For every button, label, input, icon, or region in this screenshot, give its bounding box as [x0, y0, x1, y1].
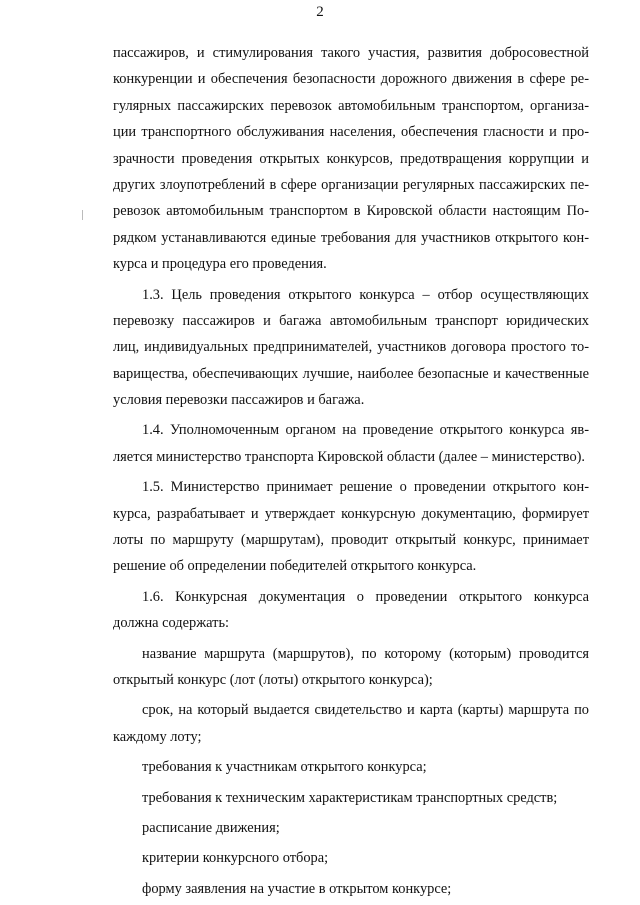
list-item-selection-criteria: [113, 845, 589, 871]
text-line: каждому лоту;: [113, 728, 202, 745]
text-line: 1.3. Цель проведения открытого конкурса – отбор осуществляющих: [142, 286, 589, 303]
page-number: 2: [316, 4, 324, 20]
text-line: 1.4. Уполномоченным органом на проведение открытого конкурса яв-: [142, 422, 589, 439]
document-body: [113, 40, 589, 902]
text-line: условия перевозки пассажиров и багажа.: [113, 392, 365, 409]
text-line: название маршрута (маршрутов), по которому (которым) проводится: [142, 645, 589, 662]
paragraph-1-2-continuation: [113, 40, 589, 278]
text-line: лоты по маршруту (маршрутам), проводит открытый конкурс, принимает: [113, 532, 589, 549]
list-item-application-form: [113, 876, 589, 902]
list-item-participant-requirements: [113, 754, 589, 780]
text-line: критерии конкурсного отбора;: [142, 850, 329, 867]
text-line: 1.6. Конкурсная документация о проведении открытого конкурса: [142, 588, 589, 605]
text-line: срок, на который выдается свидетельство и карта (карты) маршрута по: [142, 702, 589, 719]
text-line: курса и процедура его проведения.: [113, 256, 327, 273]
list-item-route-name: [113, 641, 589, 694]
text-line: должна содержать:: [113, 615, 230, 632]
paragraph-1-5: [113, 474, 589, 580]
text-line: гулярных пассажирских перевозок автомобильным транспортом, организа-: [113, 97, 589, 114]
text-line: открытый конкурс (лот (лоты) открытого конкурса);: [113, 671, 433, 688]
paragraph-1-4: [113, 417, 589, 470]
text-line: лиц, индивидуальных предпринимателей, участников договора простого то-: [113, 339, 589, 356]
text-line: форму заявления на участие в открытом конкурсе;: [142, 880, 452, 897]
text-line: ревозок автомобильным транспортом в Кировской области настоящим По-: [113, 203, 589, 220]
text-line: конкуренции и обеспечения безопасности дорожного движения в сфере ре-: [113, 71, 589, 88]
text-line: требования к участникам открытого конкурса;: [142, 759, 427, 776]
scan-mark: [82, 210, 83, 220]
text-line: 1.5. Министерство принимает решение о проведении открытого кон-: [142, 479, 589, 496]
text-line: ляется министерство транспорта Кировской области (далее – министерство).: [113, 448, 586, 465]
text-line: других злоупотреблений в сфере организации регулярных пассажирских пе-: [113, 176, 589, 193]
text-line: ции транспортного обслуживания населения, обеспечения гласности и про-: [113, 124, 589, 141]
list-item-schedule: [113, 815, 589, 841]
list-item-term: [113, 697, 589, 750]
text-line: требования к техническим характеристикам транспортных средств;: [142, 789, 558, 806]
list-item-vehicle-requirements: [113, 785, 589, 811]
text-line: варищества, обеспечивающих лучшие, наиболее безопасные и качественные: [113, 365, 589, 382]
text-line: рядком устанавливаются единые требования для участников открытого кон-: [113, 229, 589, 246]
text-line: перевозку пассажиров и багажа автомобильным транспорт юридических: [113, 312, 589, 329]
text-line: пассажиров, и стимулирования такого участия, развития добросовестной: [113, 45, 589, 61]
paragraph-1-6: [113, 584, 589, 637]
text-line: решение об определении победителей открытого конкурса.: [113, 558, 477, 575]
text-line: расписание движения;: [142, 819, 280, 836]
text-line: курса, разрабатывает и утверждает конкурсную документацию, формирует: [113, 505, 589, 522]
paragraph-1-3: [113, 282, 589, 414]
text-line: зрачности проведения открытых конкурсов, предотвращения коррупции и: [113, 150, 589, 167]
